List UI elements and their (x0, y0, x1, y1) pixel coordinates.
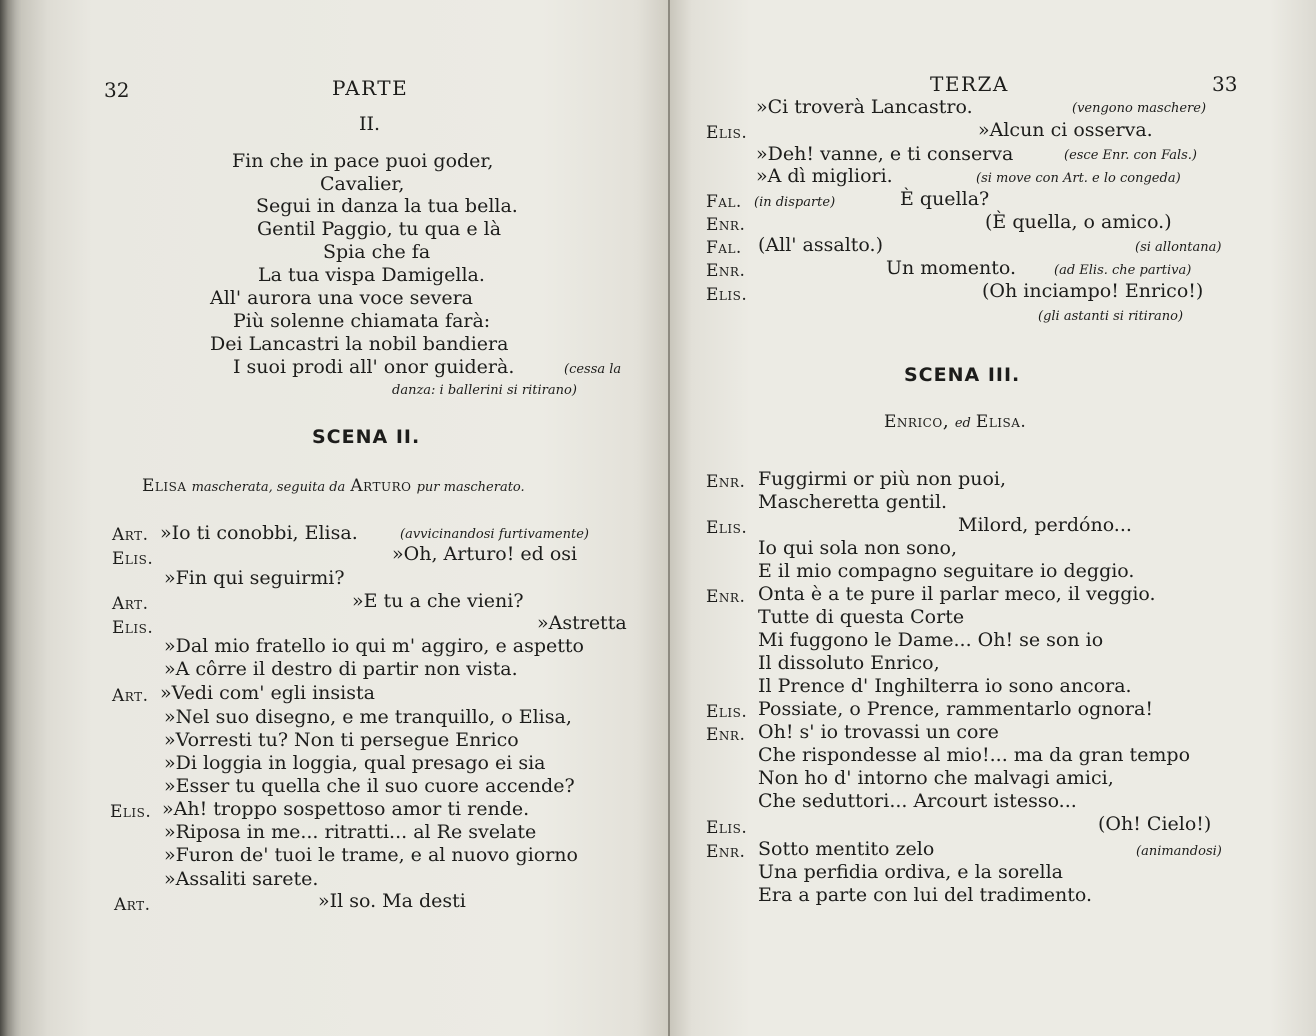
dialogue-line: Oh! s' io trovassi un core (758, 721, 999, 743)
speaker: Fal. (706, 192, 742, 212)
page-number: 33 (1212, 72, 1238, 96)
speaker: Elis. (706, 702, 748, 722)
dialogue-line: Che seduttori... Arcourt istesso... (758, 790, 1077, 812)
dialogue-line: (È quella, o amico.) (985, 211, 1172, 233)
speaker: Art. (112, 525, 149, 545)
dialogue-line: Il Prence d' Inghilterra io sono ancora. (758, 675, 1132, 697)
dialogue-line: »A dì migliori. (756, 165, 893, 187)
verse-line: Fin che in pace puoi goder, (232, 150, 494, 172)
dialogue-line: »Dal mio fratello io qui m' aggiro, e aspetto (164, 635, 584, 657)
speaker: Enr. (706, 587, 746, 607)
dialogue-line: Sotto mentito zelo (758, 838, 935, 860)
stage-direction: (avvicinandosi furtivamente) (400, 527, 589, 542)
dialogue-line: Mi fuggono le Dame... Oh! se son io (758, 629, 1104, 651)
character-name: Elisa (142, 476, 187, 496)
speaker: Elis. (706, 818, 748, 838)
speaker: Elis. (110, 802, 152, 822)
cast-note: mascherata, seguita da (191, 480, 346, 495)
stage-direction: (vengono maschere) (1072, 101, 1207, 116)
dialogue-line: »Esser tu quella che il suo cuore accende? (164, 775, 575, 797)
verse-line: I suoi prodi all' onor guiderà. (233, 356, 515, 378)
scene-cast: Enrico, ed Elisa. (884, 410, 1027, 432)
speaker: Enr. (706, 215, 746, 235)
dialogue-line: »Vedi com' egli insista (160, 682, 375, 704)
dialogue-line: Onta è a te pure il parlar meco, il veggio. (758, 583, 1156, 605)
stage-direction: danza: i ballerini si ritirano) (392, 383, 577, 398)
dialogue-line: Possiate, o Prence, rammentarlo ognora! (758, 698, 1153, 720)
verse-line: Cavalier, (320, 173, 405, 195)
verse-line: All' aurora una voce severa (210, 287, 473, 309)
dialogue-line: (All' assalto.) (758, 234, 883, 256)
dialogue-line: »Ah! troppo sospettoso amor ti rende. (162, 798, 530, 820)
cast-note: pur mascherato. (416, 480, 525, 495)
verse-line: Segui in danza la tua bella. (256, 195, 518, 217)
character-name: Elisa. (975, 412, 1027, 432)
dialogue-line: »E tu a che vieni? (352, 590, 524, 612)
stage-direction: (cessa la (564, 362, 622, 377)
right-page (670, 0, 1316, 1036)
dialogue-block (22, 0, 670, 1036)
dialogue-line: »Vorresti tu? Non ti persegue Enrico (164, 729, 519, 751)
dialogue-line: »Assaliti sarete. (164, 868, 319, 890)
verse-line: Più solenne chiamata farà: (233, 310, 491, 332)
speaker: Enr. (706, 261, 746, 281)
verse-line: Dei Lancastri la nobil bandiera (210, 333, 509, 355)
dialogue-line: »Riposa in me... ritratti... al Re svelate (164, 821, 537, 843)
page-number: 32 (104, 78, 130, 102)
dialogue-line: Mascheretta gentil. (758, 491, 948, 513)
dialogue-line: Un momento. (886, 257, 1017, 279)
speaker: Art. (112, 686, 149, 706)
stage-direction: (esce Enr. con Fals.) (1064, 148, 1197, 163)
dialogue-line: »A côrre il destro di partir non vista. (164, 658, 518, 680)
dialogue-line: (Oh! Cielo!) (1098, 813, 1212, 835)
dialogue-line: Fuggirmi or più non puoi, (758, 468, 1007, 490)
dialogue-line: Era a parte con lui del tradimento. (758, 884, 1093, 906)
speaker: Art. (112, 594, 149, 614)
dialogue-line: È quella? (900, 188, 990, 210)
dialogue-line: Tutte di questa Corte (758, 606, 965, 628)
scene-title: SCENA III. (904, 364, 1021, 386)
dialogue-line: Una perfidia ordiva, e la sorella (758, 861, 1064, 883)
dialogue-line: »Astretta (537, 612, 627, 634)
dialogue-line: »Oh, Arturo! ed osi (392, 543, 578, 565)
dialogue-line: Che rispondesse al mio!... ma da gran tempo (758, 744, 1191, 766)
character-name: Arturo (350, 476, 412, 496)
speaker: Elis. (112, 549, 154, 569)
dialogue-line: Io qui sola non sono, (758, 537, 957, 559)
dialogue-line: (Oh inciampo! Enrico!) (982, 280, 1204, 302)
dialogue-line: »Alcun ci osserva. (978, 119, 1153, 141)
dialogue-line: »Di loggia in loggia, qual presago ei sia (164, 752, 546, 774)
stage-direction: (in disparte) (754, 195, 836, 210)
cast-note: ed (954, 416, 971, 431)
dialogue-line: Non ho d' intorno che malvagi amici, (758, 767, 1114, 789)
dialogue-block (670, 0, 1316, 1036)
speaker: Fal. (706, 238, 742, 258)
stage-direction: (si move con Art. e lo congeda) (976, 171, 1181, 186)
speaker: Elis. (706, 518, 748, 538)
stage-direction: (si allontana) (1135, 240, 1222, 255)
speaker: Elis. (706, 123, 748, 143)
speaker: Art. (114, 895, 151, 915)
scene-title: SCENA II. (312, 426, 421, 448)
dialogue-line: »Il so. Ma desti (318, 890, 466, 912)
dialogue-line: »Nel suo disegno, e me tranquillo, o Elisa, (164, 706, 572, 728)
running-head: TERZA (930, 72, 1009, 96)
stage-direction: (ad Elis. che partiva) (1054, 263, 1192, 278)
page-edges (0, 0, 24, 1036)
speaker: Enr. (706, 472, 746, 492)
stage-direction: (gli astanti si ritirano) (1038, 309, 1184, 324)
speaker: Enr. (706, 725, 746, 745)
verse-line: Spia che fa (323, 241, 431, 263)
dialogue-line: E il mio compagno seguitare io deggio. (758, 560, 1135, 582)
section-numeral: II. (359, 113, 381, 135)
dialogue-line: »Ci troverà Lancastro. (756, 96, 973, 118)
dialogue-line: Il dissoluto Enrico, (758, 652, 940, 674)
speaker: Elis. (112, 618, 154, 638)
verse-line: Gentil Paggio, tu qua e là (257, 218, 502, 240)
dialogue-line: »Furon de' tuoi le trame, e al nuovo giorno (164, 844, 578, 866)
left-page (22, 0, 670, 1036)
character-name: Enrico (884, 412, 943, 432)
dialogue-line: »Fin qui seguirmi? (164, 567, 345, 589)
stage-direction: (animandosi) (1136, 844, 1222, 859)
speaker: Elis. (706, 285, 748, 305)
dialogue-line: Milord, perdóno... (958, 514, 1132, 536)
dialogue-line: »Io ti conobbi, Elisa. (160, 522, 358, 544)
speaker: Enr. (706, 842, 746, 862)
running-head: PARTE (332, 76, 409, 100)
verse-line: La tua vispa Damigella. (258, 264, 485, 286)
dialogue-line: »Deh! vanne, e ti conserva (756, 143, 1014, 165)
